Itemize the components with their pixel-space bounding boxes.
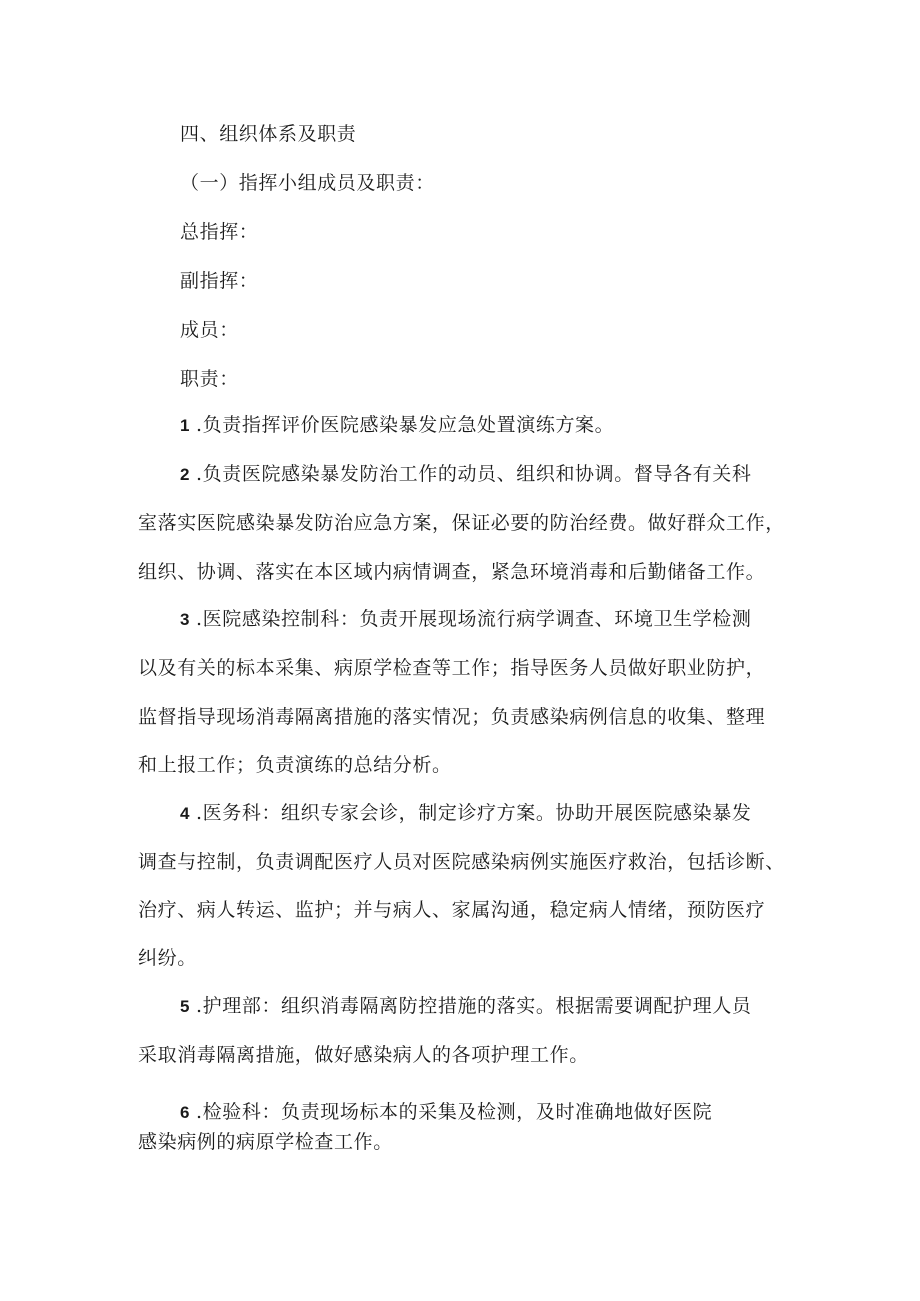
section-subheading: （一）指挥小组成员及职责：	[180, 172, 435, 194]
field-duties: 职责：	[180, 368, 239, 390]
item-number: 6	[180, 1103, 191, 1122]
item-text: .负责指挥评价医院感染暴发应急处置演练方案。	[196, 414, 615, 436]
field-commander: 总指挥：	[180, 221, 259, 243]
list-item	[180, 801, 751, 826]
item-number: 4	[180, 804, 191, 823]
list-item	[180, 413, 614, 438]
list-item	[180, 607, 751, 632]
item-text-continued: 采取消毒隔离措施，做好感染病人的各项护理工作。	[138, 1044, 589, 1066]
item-number: 5	[180, 997, 191, 1016]
item-text-continued: 纠纷。	[138, 947, 197, 969]
item-number: 2	[180, 465, 191, 484]
item-text-continued: 调查与控制，负责调配医疗人员对医院感染病例实施医疗救治，包括诊断、	[138, 851, 785, 873]
item-text: .护理部：组织消毒隔离防控措施的落实。根据需要调配护理人员	[196, 995, 752, 1017]
item-number: 3	[180, 610, 191, 629]
field-deputy-commander: 副指挥：	[180, 270, 259, 292]
item-text-continued: 感染病例的病原学检查工作。	[138, 1131, 393, 1153]
field-members: 成员：	[180, 319, 239, 341]
list-item	[180, 462, 751, 487]
item-text-continued: 和上报工作；负责演练的总结分析。	[138, 754, 452, 776]
item-text-continued: 监督指导现场消毒隔离措施的落实情况；负责感染病例信息的收集、整理	[138, 706, 766, 728]
item-text-continued: 室落实医院感染暴发防治应急方案，保证必要的防治经费。做好群众工作，	[138, 512, 785, 534]
item-text: .负责医院感染暴发防治工作的动员、组织和协调。督导各有关科	[196, 463, 752, 485]
list-item	[180, 1100, 712, 1125]
item-text: .医务科：组织专家会诊，制定诊疗方案。协助开展医院感染暴发	[196, 802, 752, 824]
item-text-continued: 治疗、病人转运、监护；并与病人、家属沟通，稳定病人情绪，预防医疗	[138, 899, 766, 921]
section-heading: 四、组织体系及职责	[180, 123, 357, 145]
item-number: 1	[180, 416, 191, 435]
item-text: .医院感染控制科：负责开展现场流行病学调查、环境卫生学检测	[196, 608, 752, 630]
item-text-continued: 以及有关的标本采集、病原学检查等工作；指导医务人员做好职业防护，	[138, 657, 766, 679]
item-text-continued: 组织、协调、落实在本区域内病情调查，紧急环境消毒和后勤储备工作。	[138, 561, 766, 583]
list-item	[180, 994, 751, 1019]
item-text: .检验科：负责现场标本的采集及检测，及时准确地做好医院	[196, 1101, 713, 1123]
